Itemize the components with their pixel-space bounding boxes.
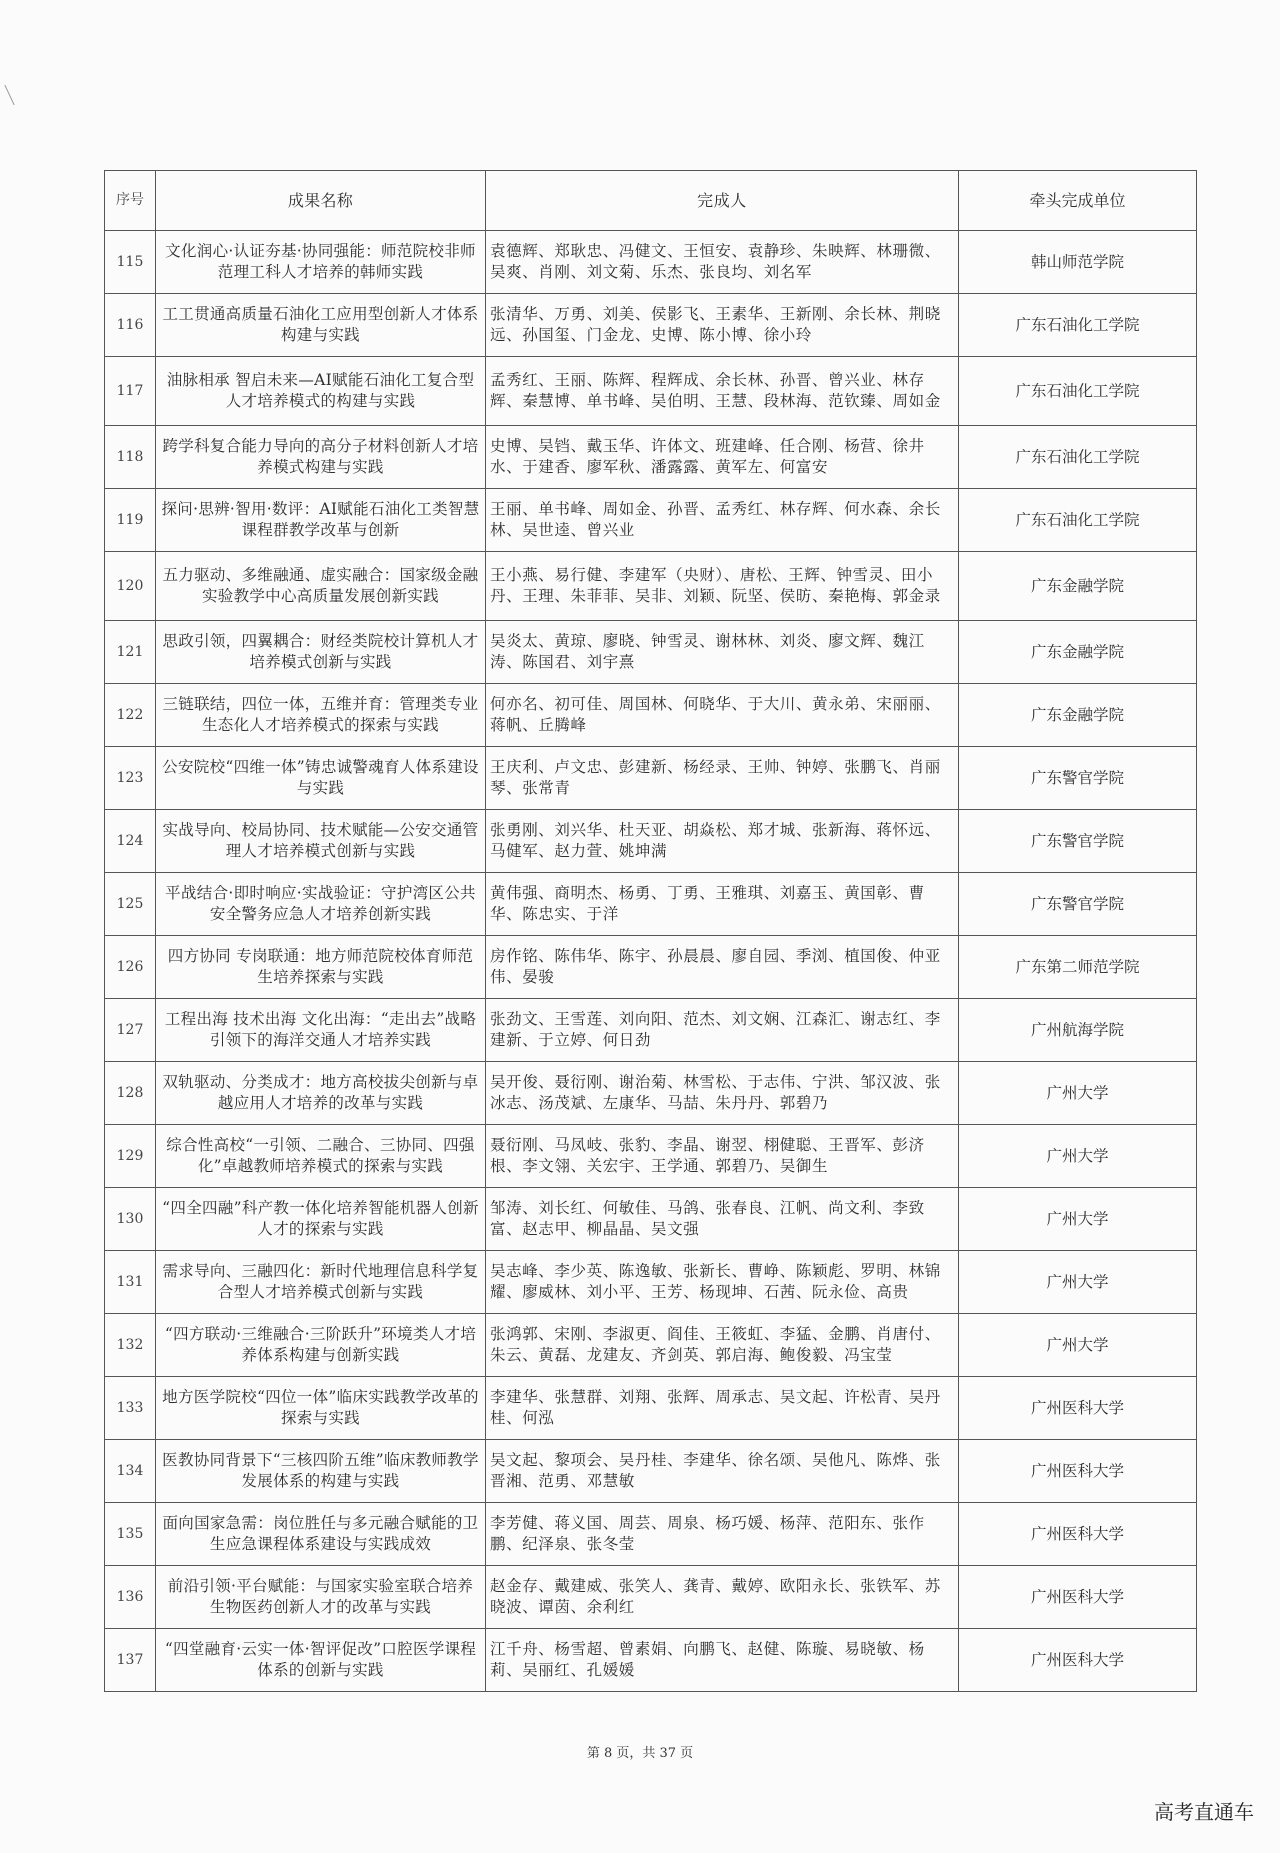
scan-mark: [4, 85, 14, 105]
lead-unit: 韩山师范学院: [959, 231, 1197, 294]
table-row: [105, 936, 1197, 999]
lead-unit: 广州大学: [959, 1251, 1197, 1314]
page-number: 第 8 页，共 37 页: [586, 1746, 694, 1761]
contributors: 李芳健、蒋义国、周芸、周泉、杨巧媛、杨萍、范阳东、张作鹏、纪泽泉、张冬莹: [486, 1503, 959, 1566]
contributors: 聂衍刚、马凤岐、张豹、李晶、谢翌、栩健聪、王晋军、彭济根、李文翎、关宏宇、王学通、郭碧乃、吴御生: [486, 1125, 959, 1188]
contributors: 张勇刚、刘兴华、杜天亚、胡焱松、郑才城、张新海、蒋怀远、马健军、赵力萱、姚坤满: [486, 810, 959, 873]
lead-unit: 广东石油化工学院: [959, 294, 1197, 357]
contributors: 史博、吴铛、戴玉华、许体文、班建峰、任合刚、杨营、徐井水、于建香、廖军秋、潘露露、黄军左、何富安: [486, 426, 959, 489]
contributors: 江千舟、杨雪超、曾素娟、向鹏飞、赵健、陈璇、易晓敏、杨莉、吴丽红、孔媛媛: [486, 1629, 959, 1692]
row-number: 126: [105, 936, 156, 999]
lead-unit: 广州医科大学: [959, 1566, 1197, 1629]
watermark-text: 高考直通车: [1154, 1800, 1254, 1824]
result-title: 面向国家急需：岗位胜任与多元融合赋能的卫生应急课程体系建设与实践成效: [156, 1503, 486, 1566]
row-number: 119: [105, 489, 156, 552]
lead-unit: 广州大学: [959, 1314, 1197, 1377]
lead-unit: 广州航海学院: [959, 999, 1197, 1062]
row-number: 117: [105, 357, 156, 426]
contributors: 吴开俊、聂衍刚、谢治菊、林雪松、于志伟、宁洪、邹汉波、张冰志、汤茂斌、左康华、马喆、朱丹丹、郭碧乃: [486, 1062, 959, 1125]
contributors: 张清华、万勇、刘美、侯影飞、王素华、王新刚、余长林、荆晓远、孙国玺、门金龙、史博、陈小博、徐小玲: [486, 294, 959, 357]
table-row: [105, 231, 1197, 294]
result-title: 地方医学院校“四位一体”临床实践教学改革的探索与实践: [156, 1377, 486, 1440]
row-number: 131: [105, 1251, 156, 1314]
result-title: 医教协同背景下“三核四阶五维”临床教师教学发展体系的构建与实践: [156, 1440, 486, 1503]
header-unit: 牵头完成单位: [959, 171, 1197, 231]
row-number: 134: [105, 1440, 156, 1503]
result-title: 文化润心·认证夯基·协同强能：师范院校非师范理工科人才培养的韩师实践: [156, 231, 486, 294]
lead-unit: 广东警官学院: [959, 747, 1197, 810]
result-title: 油脉相承 智启未来—AI赋能石油化工复合型人才培养模式的构建与实践: [156, 357, 486, 426]
table-row: [105, 552, 1197, 621]
lead-unit: 广州医科大学: [959, 1629, 1197, 1692]
result-title: 公安院校“四维一体”铸忠诚警魂育人体系建设与实践: [156, 747, 486, 810]
result-title: “四全四融”科产教一体化培养智能机器人创新人才的探索与实践: [156, 1188, 486, 1251]
table-row: [105, 1566, 1197, 1629]
table-row: [105, 1125, 1197, 1188]
lead-unit: 广州大学: [959, 1188, 1197, 1251]
table-row: [105, 357, 1197, 426]
table-row: [105, 684, 1197, 747]
row-number: 123: [105, 747, 156, 810]
contributors: 吴志峰、李少英、陈逸敏、张新长、曹峥、陈颖彪、罗明、林锦耀、廖威林、刘小平、王芳、杨现坤、石茜、阮永俭、高贵: [486, 1251, 959, 1314]
row-number: 132: [105, 1314, 156, 1377]
result-title: 探问·思辨·智用·数评：AI赋能石油化工类智慧课程群教学改革与创新: [156, 489, 486, 552]
result-title: “四堂融育·云实一体·智评促改”口腔医学课程体系的创新与实践: [156, 1629, 486, 1692]
result-title: 跨学科复合能力导向的高分子材料创新人才培养模式构建与实践: [156, 426, 486, 489]
table-body: [105, 231, 1197, 1692]
lead-unit: 广州医科大学: [959, 1377, 1197, 1440]
table-row: [105, 489, 1197, 552]
result-title: 工程出海 技术出海 文化出海：“走出去”战略引领下的海洋交通人才培养实践: [156, 999, 486, 1062]
result-title: 四方协同 专岗联通：地方师范院校体育师范生培养探索与实践: [156, 936, 486, 999]
result-title: 五力驱动、多维融通、虚实融合：国家级金融实验教学中心高质量发展创新实践: [156, 552, 486, 621]
contributors: 张劲文、王雪莲、刘向阳、范杰、刘文娴、江森汇、谢志红、李建新、于立婷、何日劲: [486, 999, 959, 1062]
table-row: [105, 426, 1197, 489]
table-row: [105, 1188, 1197, 1251]
contributors: 张鸿郭、宋刚、李淑更、阎佳、王筱虹、李猛、金鹏、肖唐付、朱云、黄磊、龙建友、齐剑英、郭启海、鲍俊毅、冯宝莹: [486, 1314, 959, 1377]
row-number: 121: [105, 621, 156, 684]
table-row: [105, 621, 1197, 684]
row-number: 120: [105, 552, 156, 621]
contributors: 孟秀红、王丽、陈辉、程辉成、余长林、孙晋、曾兴业、林存辉、秦慧博、单书峰、吴伯明、王慧、段林海、范钦臻、周如金: [486, 357, 959, 426]
table-header-row: [105, 171, 1197, 231]
contributors: 吴文起、黎项会、吴丹桂、李建华、徐名颂、吴他凡、陈烨、张晋湘、范勇、邓慧敏: [486, 1440, 959, 1503]
table-row: [105, 1629, 1197, 1692]
lead-unit: 广东金融学院: [959, 621, 1197, 684]
row-number: 129: [105, 1125, 156, 1188]
result-title: 三链联结，四位一体，五维并育：管理类专业生态化人才培养模式的探索与实践: [156, 684, 486, 747]
row-number: 118: [105, 426, 156, 489]
row-number: 136: [105, 1566, 156, 1629]
contributors: 黄伟强、商明杰、杨勇、丁勇、王雅琪、刘嘉玉、黄国彰、曹华、陈忠实、于洋: [486, 873, 959, 936]
table-row: [105, 1251, 1197, 1314]
result-title: 双轨驱动、分类成才：地方高校拔尖创新与卓越应用人才培养的改革与实践: [156, 1062, 486, 1125]
lead-unit: 广东警官学院: [959, 810, 1197, 873]
row-number: 125: [105, 873, 156, 936]
row-number: 124: [105, 810, 156, 873]
contributors: 邹涛、刘长红、何敏佳、马鸽、张春良、江帆、尚文利、李致富、赵志甲、柳晶晶、吴文强: [486, 1188, 959, 1251]
header-people: 完成人: [486, 171, 959, 231]
table-row: [105, 1440, 1197, 1503]
lead-unit: 广州医科大学: [959, 1440, 1197, 1503]
result-title: 实战导向、校局协同、技术赋能—公安交通管理人才培养模式创新与实践: [156, 810, 486, 873]
contributors: 李建华、张慧群、刘翔、张辉、周承志、吴文起、许松青、吴丹桂、何泓: [486, 1377, 959, 1440]
lead-unit: 广东金融学院: [959, 684, 1197, 747]
result-title: 需求导向、三融四化：新时代地理信息科学复合型人才培养模式创新与实践: [156, 1251, 486, 1314]
table-row: [105, 999, 1197, 1062]
table-row: [105, 1377, 1197, 1440]
row-number: 116: [105, 294, 156, 357]
result-title: 综合性高校“一引领、二融合、三协同、四强化”卓越教师培养模式的探索与实践: [156, 1125, 486, 1188]
lead-unit: 广东金融学院: [959, 552, 1197, 621]
table-row: [105, 810, 1197, 873]
row-number: 130: [105, 1188, 156, 1251]
lead-unit: 广东警官学院: [959, 873, 1197, 936]
header-title: 成果名称: [156, 171, 486, 231]
lead-unit: 广东石油化工学院: [959, 357, 1197, 426]
table-row: [105, 1062, 1197, 1125]
contributors: 何亦名、初可佳、周国林、何晓华、于大川、黄永弟、宋丽丽、蒋帆、丘腾峰: [486, 684, 959, 747]
result-title: 平战结合·即时响应·实战验证：守护湾区公共安全警务应急人才培养创新实践: [156, 873, 486, 936]
results-table: [104, 170, 1197, 1692]
table-row: [105, 873, 1197, 936]
result-title: 前沿引领·平台赋能：与国家实验室联合培养生物医药创新人才的改革与实践: [156, 1566, 486, 1629]
lead-unit: 广州大学: [959, 1125, 1197, 1188]
contributors: 吴炎太、黄琼、廖晓、钟雪灵、谢林林、刘炎、廖文辉、魏江涛、陈国君、刘宇熹: [486, 621, 959, 684]
result-title: 工工贯通高质量石油化工应用型创新人才体系构建与实践: [156, 294, 486, 357]
row-number: 133: [105, 1377, 156, 1440]
row-number: 135: [105, 1503, 156, 1566]
row-number: 137: [105, 1629, 156, 1692]
contributors: 王庆利、卢文忠、彭建新、杨经录、王帅、钟婷、张鹏飞、肖丽琴、张常青: [486, 747, 959, 810]
contributors: 袁德辉、郑耿忠、冯健文、王恒安、袁静珍、朱映辉、林珊微、吴爽、肖刚、刘文菊、乐杰、张良均、刘名军: [486, 231, 959, 294]
lead-unit: 广州大学: [959, 1062, 1197, 1125]
header-no: 序号: [105, 171, 156, 231]
table-row: [105, 1503, 1197, 1566]
contributors: 房作铭、陈伟华、陈宇、孙晨晨、廖自园、季浏、植国俊、仲亚伟、晏骏: [486, 936, 959, 999]
result-title: “四方联动·三维融合·三阶跃升”环境类人才培养体系构建与创新实践: [156, 1314, 486, 1377]
contributors: 王丽、单书峰、周如金、孙晋、孟秀红、林存辉、何水森、余长林、吴世逵、曾兴业: [486, 489, 959, 552]
lead-unit: 广东石油化工学院: [959, 426, 1197, 489]
row-number: 128: [105, 1062, 156, 1125]
result-title: 思政引领，四翼耦合：财经类院校计算机人才培养模式创新与实践: [156, 621, 486, 684]
row-number: 115: [105, 231, 156, 294]
contributors: 王小燕、易行健、李建军（央财）、唐松、王辉、钟雪灵、田小丹、王理、朱菲菲、吴非、刘颖、阮坚、侯昉、秦艳梅、郭金录: [486, 552, 959, 621]
table-row: [105, 747, 1197, 810]
lead-unit: 广东第二师范学院: [959, 936, 1197, 999]
row-number: 127: [105, 999, 156, 1062]
lead-unit: 广州医科大学: [959, 1503, 1197, 1566]
contributors: 赵金存、戴建威、张笑人、龚青、戴婷、欧阳永长、张铁军、苏晓波、谭茵、余利红: [486, 1566, 959, 1629]
row-number: 122: [105, 684, 156, 747]
table-row: [105, 1314, 1197, 1377]
table-row: [105, 294, 1197, 357]
lead-unit: 广东石油化工学院: [959, 489, 1197, 552]
